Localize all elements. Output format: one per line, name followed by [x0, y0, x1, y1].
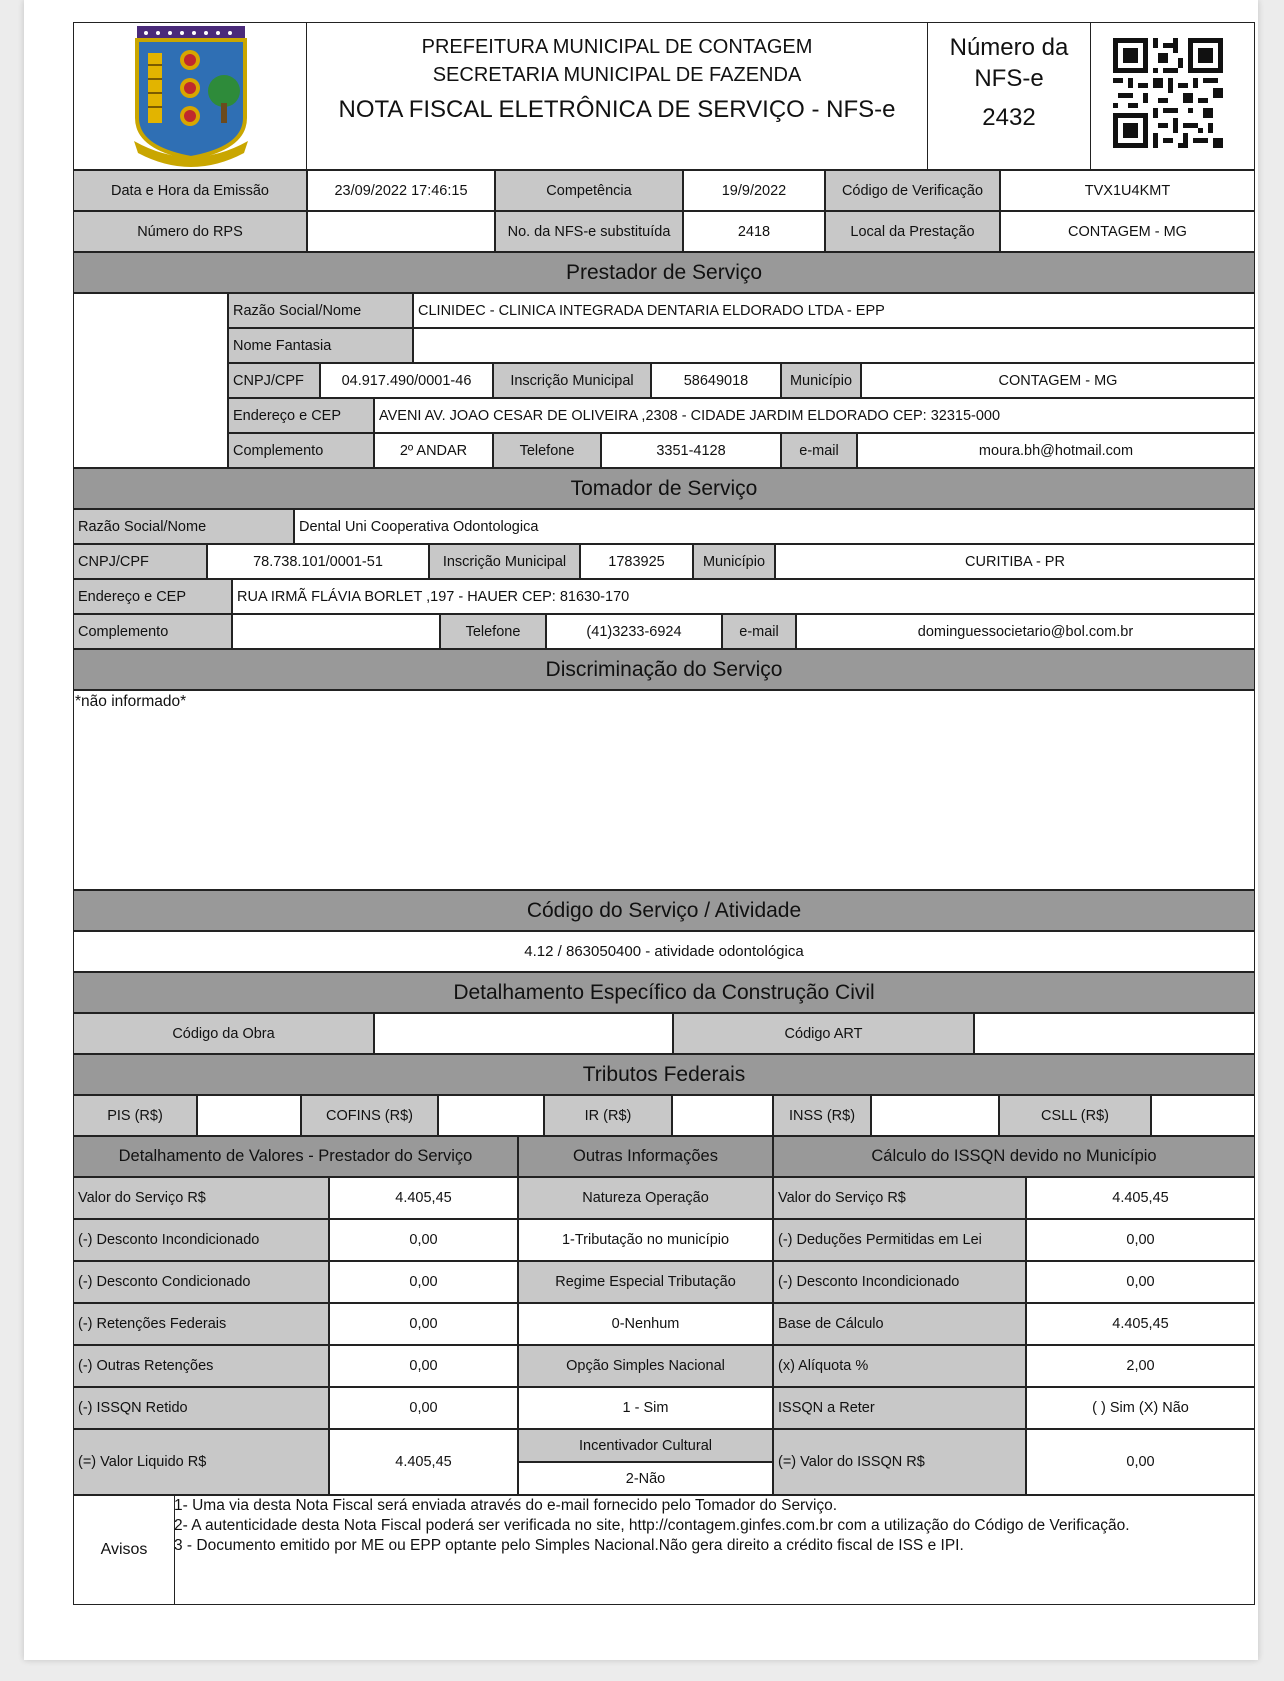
valores-row-label: (-) Retenções Federais: [73, 1303, 329, 1345]
inss-value: [871, 1095, 999, 1136]
tomador-municipio-label: Município: [693, 544, 775, 579]
substituida-value: 2418: [683, 211, 825, 252]
valor-issqn-value: 0,00: [1026, 1429, 1255, 1495]
prestador-email-value: moura.bh@hotmail.com: [857, 433, 1255, 468]
incentivador-cultural-value: 2-Não: [518, 1462, 773, 1495]
csll-label: CSLL (R$): [999, 1095, 1151, 1136]
issqn-row-value: 0,00: [1026, 1219, 1255, 1261]
issqn-row-label: ISSQN a Reter: [773, 1387, 1026, 1429]
discriminacao-body: [73, 690, 1255, 890]
numero-label-1: Número da: [949, 34, 1069, 61]
secretaria-title: SECRETARIA MUNICIPAL DE FAZENDA: [432, 64, 802, 86]
aviso-line: 1- Uma via desta Nota Fiscal será enviada através do e-mail fornecido pelo Tomador do Serviço.: [174, 1497, 838, 1514]
tomador-razao-value: Dental Uni Cooperativa Odontologica: [294, 509, 1255, 544]
issqn-row-value: 4.405,45: [1026, 1177, 1255, 1219]
prestador-endereco-value: AVENI AV. JOAO CESAR DE OLIVEIRA ,2308 - CIDADE JARDIM ELDORADO CEP: 32315-000: [374, 398, 1255, 433]
nfse-number-cell: [927, 22, 1091, 170]
codigo-servico-header: Código do Serviço / Atividade: [73, 890, 1255, 931]
logo-cell: [73, 22, 307, 170]
valores-row-value: 0,00: [329, 1303, 518, 1345]
prestador-fantasia-value: [413, 328, 1255, 363]
rps-label: Número do RPS: [73, 211, 307, 252]
natureza-operacao-value: 1-Tributação no município: [518, 1219, 773, 1261]
valor-issqn-label: (=) Valor do ISSQN R$: [773, 1429, 1026, 1495]
simples-nacional-value: 1 - Sim: [518, 1387, 773, 1429]
issqn-row-label: (-) Deduções Permitidas em Lei: [773, 1219, 1026, 1261]
issqn-row-value: 2,00: [1026, 1345, 1255, 1387]
issqn-header: Cálculo do ISSQN devido no Município: [773, 1136, 1255, 1177]
issqn-row-label: Base de Cálculo: [773, 1303, 1026, 1345]
valores-liquido-label: (=) Valor Liquido R$: [73, 1429, 329, 1495]
prestador-endereco-label: Endereço e CEP: [228, 398, 374, 433]
nfse-document: [73, 22, 1255, 1605]
regime-especial-label: Regime Especial Tributação: [518, 1261, 773, 1303]
regime-especial-value: 0-Nenhum: [518, 1303, 773, 1345]
qr-code-icon: [1113, 38, 1223, 148]
prefeitura-title: PREFEITURA MUNICIPAL DE CONTAGEM: [421, 36, 813, 58]
issqn-row-label: Valor do Serviço R$: [773, 1177, 1026, 1219]
prestador-telefone-label: Telefone: [493, 433, 601, 468]
discriminacao-header: Discriminação do Serviço: [73, 649, 1255, 690]
prestador-telefone-value: 3351-4128: [601, 433, 781, 468]
tomador-complemento-label: Complemento: [73, 614, 232, 649]
tomador-email-label: e-mail: [722, 614, 796, 649]
document-title: NOTA FISCAL ELETRÔNICA DE SERVIÇO - NFS-e: [338, 96, 896, 123]
tomador-telefone-label: Telefone: [440, 614, 546, 649]
prestador-email-label: e-mail: [781, 433, 857, 468]
avisos-label: Avisos: [74, 1496, 175, 1604]
valores-row-label: (-) ISSQN Retido: [73, 1387, 329, 1429]
tomador-email-value: dominguessocietario@bol.com.br: [796, 614, 1255, 649]
issqn-row-value: 0,00: [1026, 1261, 1255, 1303]
tomador-endereco-value: RUA IRMÃ FLÁVIA BORLET ,197 - HAUER CEP: 81630-170: [232, 579, 1255, 614]
tomador-cnpj-label: CNPJ/CPF: [73, 544, 207, 579]
tomador-cnpj-value: 78.738.101/0001-51: [207, 544, 429, 579]
competencia-value: 19/9/2022: [683, 170, 825, 211]
tomador-header: Tomador de Serviço: [73, 468, 1255, 509]
prestador-logo-area: [73, 293, 228, 468]
issqn-row-value: ( ) Sim (X) Não: [1026, 1387, 1255, 1429]
tomador-endereco-label: Endereço e CEP: [73, 579, 232, 614]
header-title-cell: [307, 22, 927, 170]
inss-label: INSS (R$): [773, 1095, 871, 1136]
avisos-block: [73, 1495, 1255, 1605]
valores-row-label: (-) Desconto Condicionado: [73, 1261, 329, 1303]
ir-label: IR (R$): [544, 1095, 672, 1136]
prestador-razao-value: CLINIDEC - CLINICA INTEGRADA DENTARIA ELDORADO LTDA - EPP: [413, 293, 1255, 328]
emissao-label: Data e Hora da Emissão: [73, 170, 307, 211]
csll-value: [1151, 1095, 1255, 1136]
codigo-art-label: Código ART: [673, 1013, 974, 1054]
tomador-im-label: Inscrição Municipal: [429, 544, 580, 579]
discriminacao-text: *não informado*: [75, 693, 187, 710]
prestador-im-label: Inscrição Municipal: [493, 363, 651, 398]
valores-row-value: 0,00: [329, 1219, 518, 1261]
ir-value: [672, 1095, 773, 1136]
prestador-municipio-label: Município: [781, 363, 861, 398]
valores-row-label: (-) Desconto Incondicionado: [73, 1219, 329, 1261]
numero-label-2: NFS-e: [974, 65, 1044, 92]
codigo-verificacao-value: TVX1U4KMT: [1000, 170, 1255, 211]
valores-row-label: Valor do Serviço R$: [73, 1177, 329, 1219]
simples-nacional-label: Opção Simples Nacional: [518, 1345, 773, 1387]
issqn-row-label: (-) Desconto Incondicionado: [773, 1261, 1026, 1303]
tomador-razao-label: Razão Social/Nome: [73, 509, 294, 544]
valores-row-value: 0,00: [329, 1387, 518, 1429]
outras-header: Outras Informações: [518, 1136, 773, 1177]
prestador-complemento-value: 2º ANDAR: [374, 433, 493, 468]
substituida-label: No. da NFS-e substituída: [495, 211, 683, 252]
cofins-label: COFINS (R$): [301, 1095, 438, 1136]
contagem-coat-of-arms-logo: [74, 23, 307, 170]
prestador-fantasia-label: Nome Fantasia: [228, 328, 413, 363]
competencia-label: Competência: [495, 170, 683, 211]
prestador-im-value: 58649018: [651, 363, 781, 398]
prestador-header: Prestador de Serviço: [73, 252, 1255, 293]
incentivador-cultural-label: Incentivador Cultural: [518, 1429, 773, 1462]
valores-row-value: 4.405,45: [329, 1177, 518, 1219]
valores-row-value: 0,00: [329, 1261, 518, 1303]
emissao-value: 23/09/2022 17:46:15: [307, 170, 495, 211]
rps-value: [307, 211, 495, 252]
invoice-sheet: [24, 0, 1258, 1660]
local-prestacao-value: CONTAGEM - MG: [1000, 211, 1255, 252]
codigo-verificacao-label: Código de Verificação: [825, 170, 1000, 211]
local-prestacao-label: Local da Prestação: [825, 211, 1000, 252]
valores-row-label: (-) Outras Retenções: [73, 1345, 329, 1387]
prestador-razao-label: Razão Social/Nome: [228, 293, 413, 328]
codigo-servico-value: 4.12 / 863050400 - atividade odontológica: [73, 931, 1255, 972]
prestador-cnpj-value: 04.917.490/0001-46: [320, 363, 493, 398]
construcao-header: Detalhamento Específico da Construção Civil: [73, 972, 1255, 1013]
pis-value: [197, 1095, 301, 1136]
aviso-line: 3 - Documento emitido por ME ou EPP optante pelo Simples Nacional.Não gera direito a crédito fiscal de ISS e IPI.: [174, 1537, 964, 1554]
pis-label: PIS (R$): [73, 1095, 197, 1136]
codigo-obra-value: [374, 1013, 673, 1054]
valores-header: Detalhamento de Valores - Prestador do Serviço: [73, 1136, 518, 1177]
tomador-im-value: 1783925: [580, 544, 693, 579]
tomador-telefone-value: (41)3233-6924: [546, 614, 722, 649]
codigo-art-value: [974, 1013, 1255, 1054]
natureza-operacao-label: Natureza Operação: [518, 1177, 773, 1219]
prestador-cnpj-label: CNPJ/CPF: [228, 363, 320, 398]
issqn-row-value: 4.405,45: [1026, 1303, 1255, 1345]
prestador-complemento-label: Complemento: [228, 433, 374, 468]
aviso-line: 2- A autenticidade desta Nota Fiscal poderá ser verificada no site, http://contagem.ginfes.com.br com a utilização do Código de Verificação.: [174, 1517, 1130, 1534]
tributos-header: Tributos Federais: [73, 1054, 1255, 1095]
valores-liquido-value: 4.405,45: [329, 1429, 518, 1495]
prestador-municipio-value: CONTAGEM - MG: [861, 363, 1255, 398]
tomador-municipio-value: CURITIBA - PR: [775, 544, 1255, 579]
cofins-value: [438, 1095, 544, 1136]
nfse-number: 2432: [982, 104, 1036, 131]
tomador-complemento-value: [232, 614, 440, 649]
issqn-row-label: (x) Alíquota %: [773, 1345, 1026, 1387]
valores-row-value: 0,00: [329, 1345, 518, 1387]
codigo-obra-label: Código da Obra: [73, 1013, 374, 1054]
